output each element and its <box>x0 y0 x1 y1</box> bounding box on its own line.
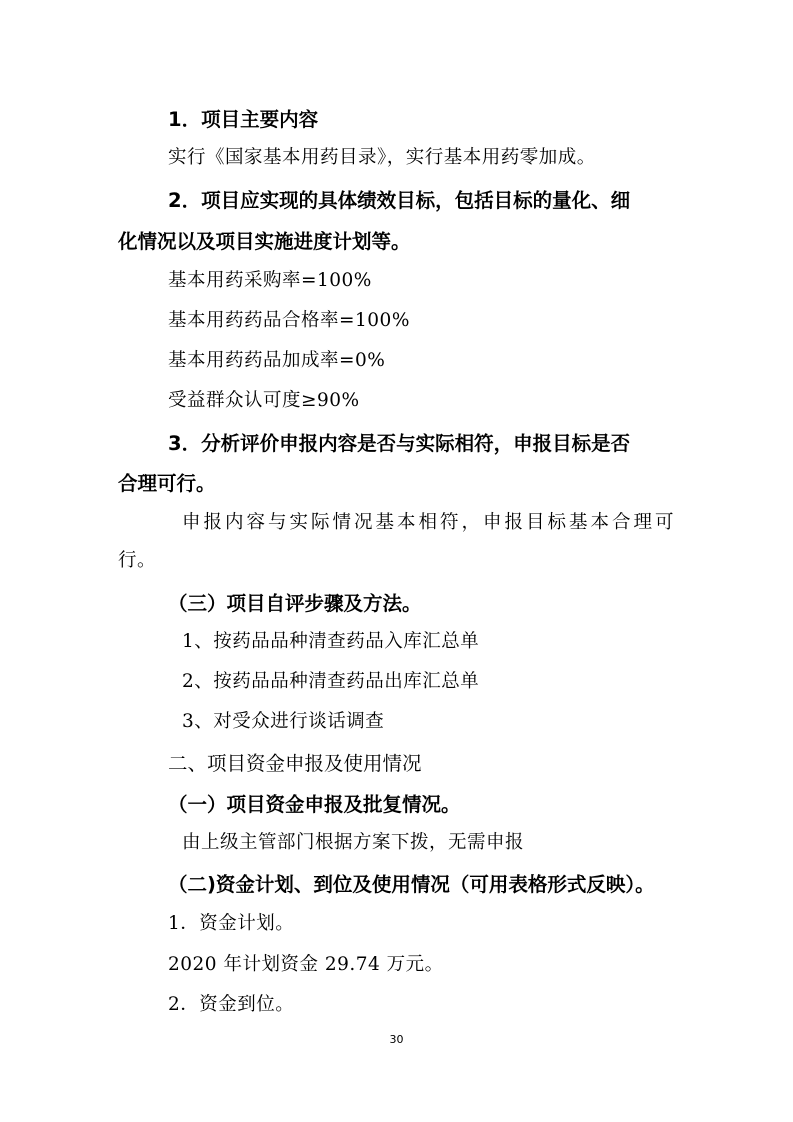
paragraph-analysis-cont: 行。 <box>118 550 157 571</box>
section-heading-self-evaluation: （三）项目自评步骤及方法。 <box>168 592 422 615</box>
section-heading-funding-plan: （二)资金计划、到位及使用情况（可用表格形式反映）。 <box>168 873 655 896</box>
step-3: 3、对受众进行谈话调查 <box>182 711 385 732</box>
paragraph-main-content: 实行《国家基本用药目录》，实行基本用药零加成。 <box>168 147 596 168</box>
step-2: 2、按药品品种清查药品出库汇总单 <box>182 671 480 692</box>
section-heading-main-content: 1．项目主要内容 <box>168 108 319 131</box>
section-heading-analysis: 3．分析评价申报内容是否与实际相符，申报目标是否 <box>168 432 631 455</box>
section-heading-performance-goals: 2．项目应实现的具体绩效目标，包括目标的量化、细 <box>168 189 631 212</box>
chapter-heading-funding: 二、项目资金申报及使用情况 <box>168 752 422 775</box>
step-1: 1、按药品品种清查药品入库汇总单 <box>182 631 480 652</box>
paragraph-funding-application: 由上级主管部门根据方案下拨，无需申报 <box>182 832 525 853</box>
subheading-funding-plan: 1．资金计划。 <box>168 913 295 934</box>
section-heading-funding-application: （一）项目资金申报及批复情况。 <box>168 793 461 816</box>
goal-qualification-rate: 基本用药药品合格率=100% <box>168 310 410 331</box>
paragraph-funding-plan: 2020 年计划资金 29.74 万元。 <box>168 954 444 975</box>
goal-markup-rate: 基本用药药品加成率=0% <box>168 350 386 371</box>
section-heading-analysis-cont: 合理可行。 <box>118 472 216 495</box>
paragraph-analysis: 申报内容与实际情况基本相符，申报目标基本合理可 <box>182 512 677 533</box>
subheading-funding-arrival: 2．资金到位。 <box>168 994 295 1015</box>
page-number: 30 <box>389 1033 404 1046</box>
section-heading-performance-goals-cont: 化情况以及项目实施进度计划等。 <box>118 230 411 253</box>
goal-procurement-rate: 基本用药采购率=100% <box>168 270 372 291</box>
goal-satisfaction-rate: 受益群众认可度≥90% <box>168 390 360 411</box>
